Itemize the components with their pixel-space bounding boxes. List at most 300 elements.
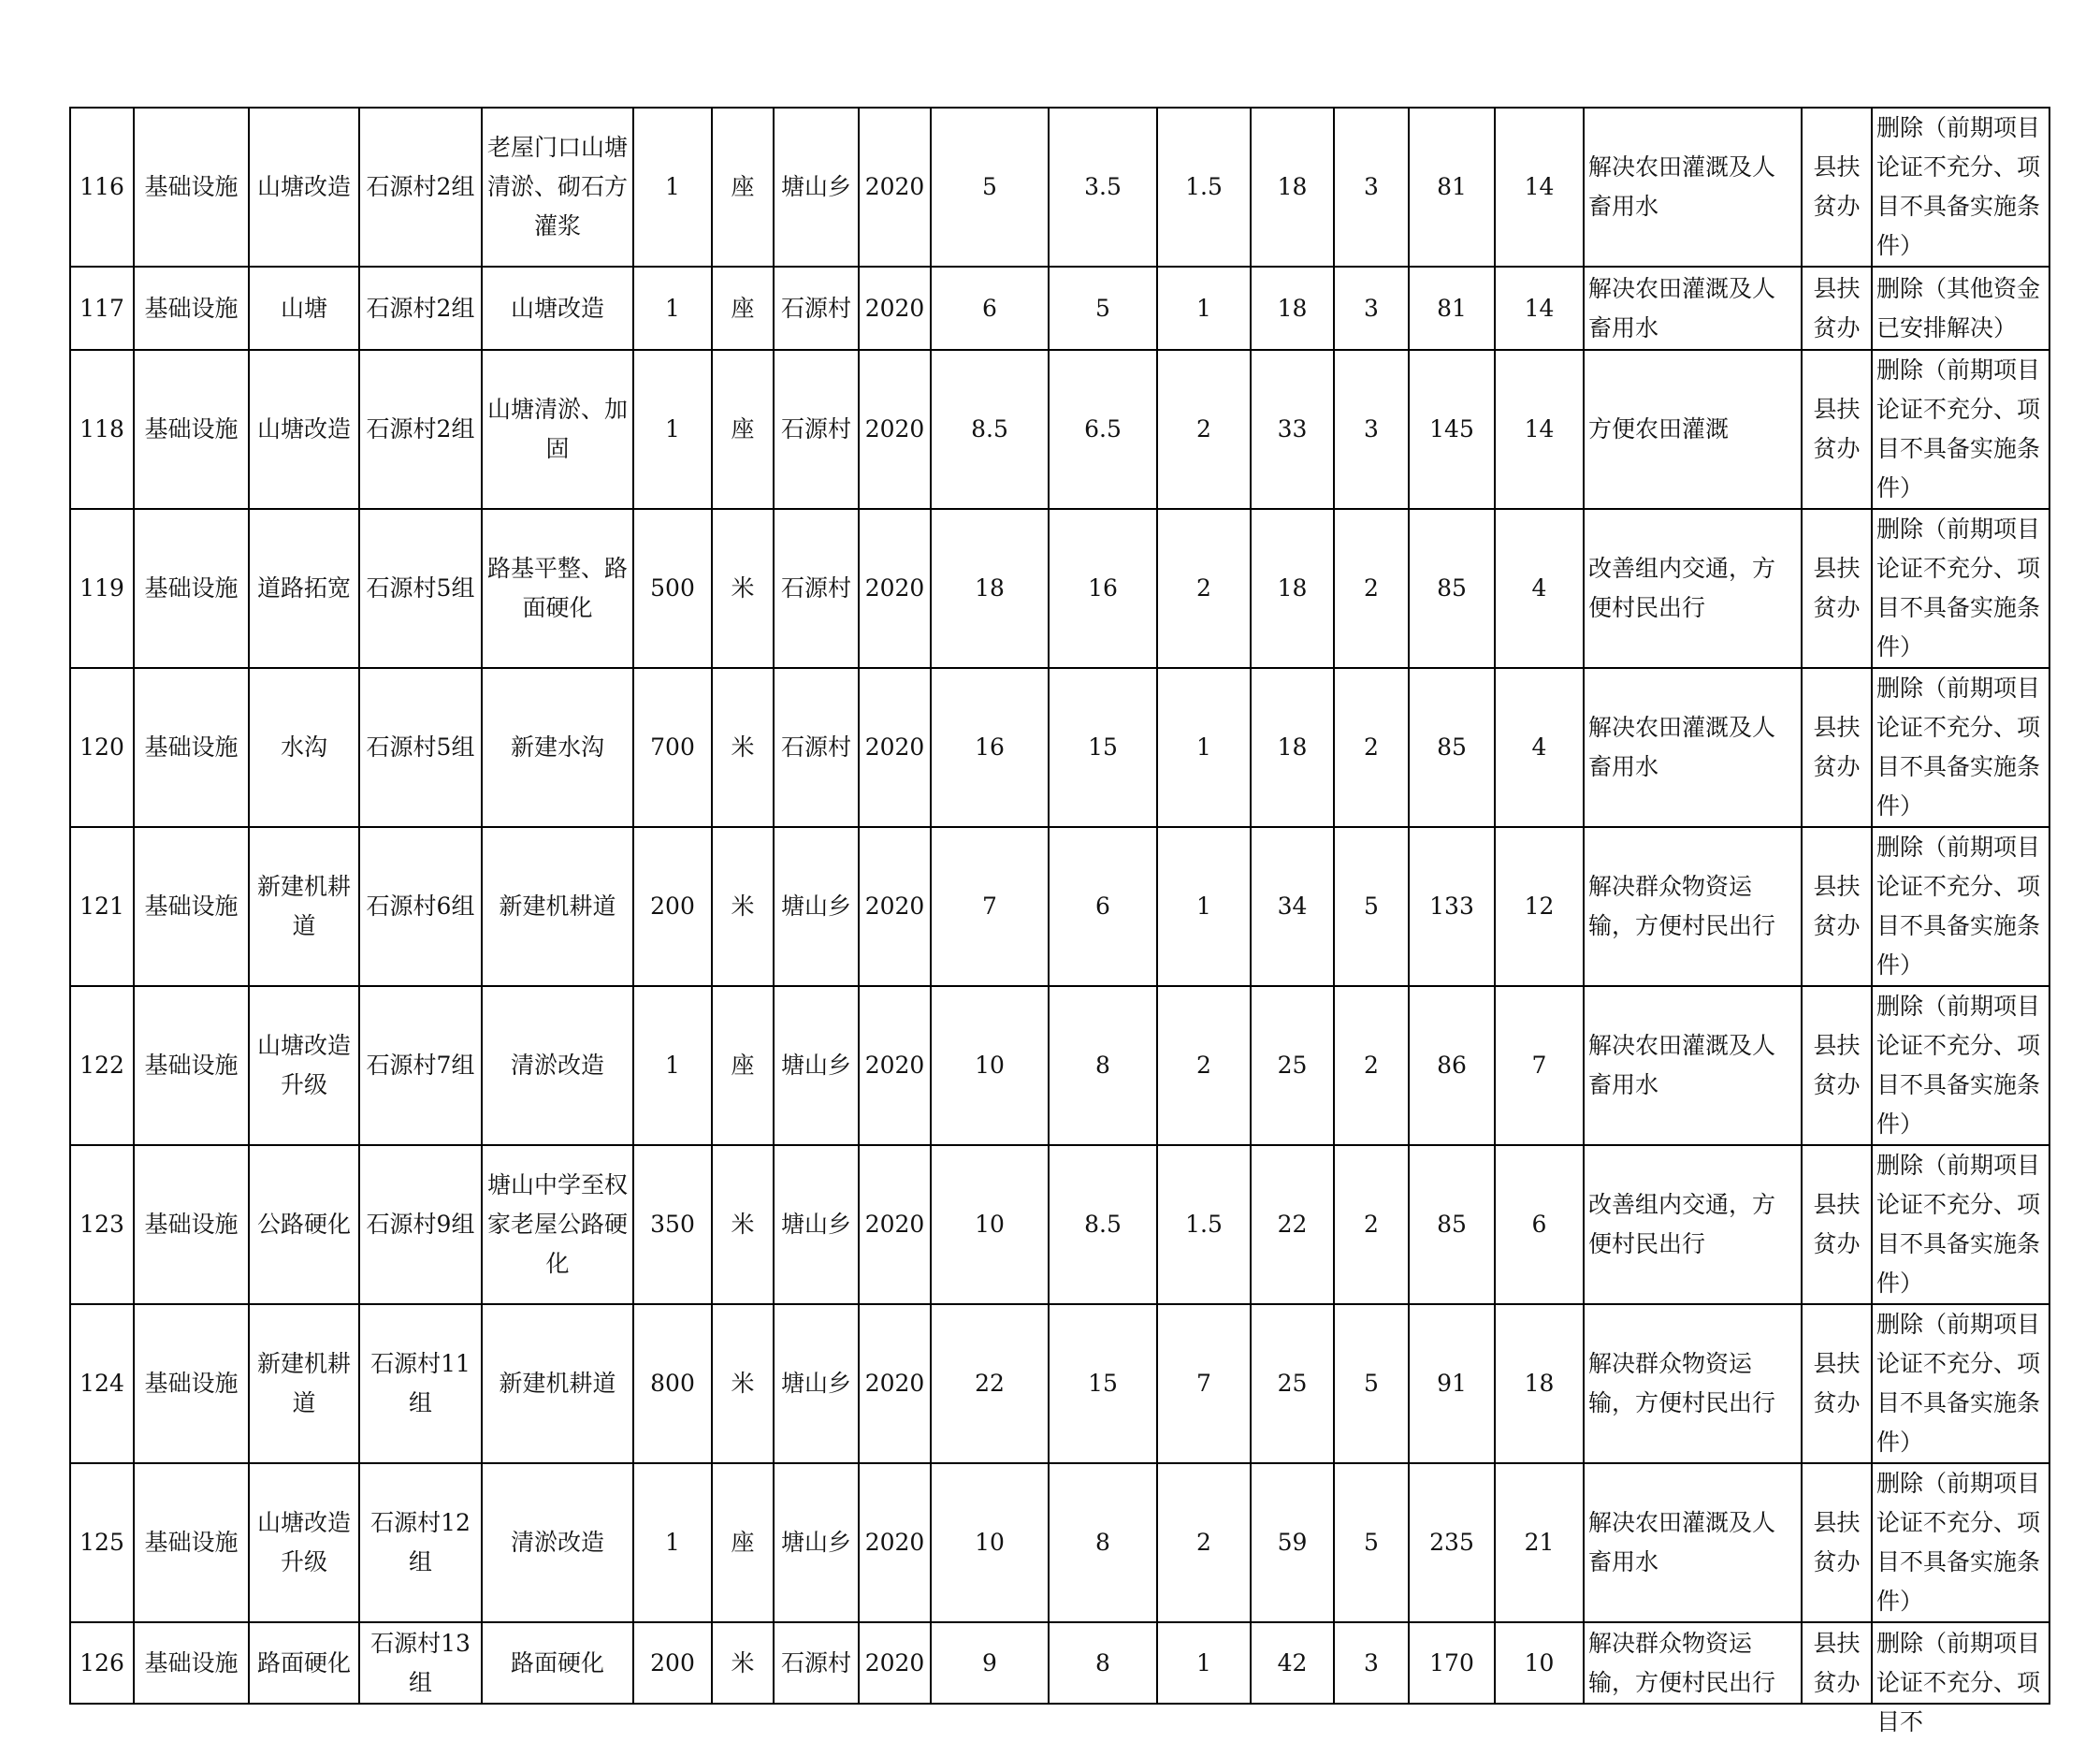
- count-4-cell-text: 12: [1524, 893, 1555, 920]
- count-4-cell: [1495, 1622, 1584, 1704]
- location-cell: [359, 827, 482, 986]
- department-cell-text: 县扶贫办: [1813, 396, 1861, 462]
- total-fund-cell-text: 10: [975, 1529, 1005, 1556]
- count-1-cell-text: 18: [1277, 173, 1308, 200]
- unit-cell-text: 座: [731, 173, 755, 200]
- count-4-cell: [1495, 267, 1584, 350]
- site-cell-text: 塘山乡: [780, 1370, 851, 1397]
- year-cell-text: 2020: [864, 733, 925, 761]
- benefit-cell-text: 方便农田灌溉: [1588, 415, 1730, 443]
- site-cell-text: 石源村: [780, 574, 851, 602]
- project-type-cell-text: 山塘改造: [256, 415, 351, 443]
- year-cell-text: 2020: [864, 1648, 925, 1677]
- fund-a-cell-text: 8: [1095, 1529, 1110, 1556]
- count-1-cell: [1251, 1304, 1334, 1463]
- project-type-cell-text: 公路硬化: [256, 1211, 351, 1238]
- unit-cell-text: 米: [731, 574, 755, 602]
- quantity-cell: [633, 1145, 712, 1304]
- project-type-cell: [249, 1145, 359, 1304]
- site-cell: [774, 1304, 859, 1463]
- count-2-cell-text: 3: [1364, 415, 1379, 443]
- count-2-cell-text: 5: [1364, 1529, 1379, 1556]
- benefit-cell-text: 解决群众物资运输，方便村民出行: [1588, 1629, 1776, 1696]
- location-cell-text: 石源村5组: [366, 574, 475, 602]
- total-fund-cell-text: 7: [982, 893, 997, 920]
- remark-cell-text: 删除（前期项目论证不充分、项目不具备实施条件）: [1876, 1311, 2041, 1456]
- count-4-cell: [1495, 827, 1584, 986]
- count-2-cell-text: 3: [1364, 1648, 1379, 1677]
- row-number: [70, 1304, 134, 1463]
- count-2-cell-text: 2: [1364, 574, 1379, 602]
- unit-cell-text: 座: [731, 294, 755, 322]
- site-cell: [774, 827, 859, 986]
- project-type-cell-text: 山塘改造: [256, 173, 351, 200]
- fund-b-cell-text: 1: [1196, 294, 1211, 322]
- row-number: [70, 350, 134, 509]
- count-1-cell-text: 25: [1277, 1052, 1308, 1079]
- site-cell-text: 塘山乡: [780, 173, 851, 200]
- total-fund-cell: [931, 986, 1049, 1145]
- remark-cell: [1872, 267, 2049, 350]
- count-1-cell-text: 22: [1277, 1211, 1308, 1238]
- category-cell-text: 基础设施: [144, 294, 239, 322]
- department-cell-text: 县扶贫办: [1813, 714, 1861, 780]
- unit-cell: [712, 509, 774, 668]
- count-1-cell: [1251, 267, 1334, 350]
- count-4-cell: [1495, 1145, 1584, 1304]
- category-cell-text: 基础设施: [144, 733, 239, 761]
- content-cell-text: 山塘改造: [510, 294, 604, 322]
- table-row: [70, 509, 2049, 668]
- year-cell: [859, 108, 931, 267]
- count-1-cell: [1251, 986, 1334, 1145]
- table-row: [70, 1463, 2049, 1622]
- count-3-cell-text: 170: [1429, 1648, 1474, 1677]
- count-2-cell: [1334, 1304, 1409, 1463]
- project-type-cell-text: 山塘改造升级: [256, 1509, 351, 1575]
- total-fund-cell-text: 18: [975, 574, 1005, 602]
- department-cell: [1802, 350, 1872, 509]
- count-1-cell-text: 18: [1277, 574, 1308, 602]
- benefit-cell-text: 解决农田灌溉及人畜用水: [1588, 714, 1776, 780]
- category-cell-text: 基础设施: [144, 415, 239, 443]
- benefit-cell-text: 解决群众物资运输，方便村民出行: [1588, 1350, 1776, 1416]
- total-fund-cell: [931, 1145, 1049, 1304]
- unit-cell: [712, 108, 774, 267]
- fund-a-cell-text: 15: [1088, 1370, 1118, 1397]
- content-cell: [482, 1304, 633, 1463]
- content-cell-text: 路基平整、路面硬化: [486, 555, 628, 621]
- remark-cell-text: 删除（前期项目论证不充分、项目不具备实施条件）: [1876, 356, 2041, 501]
- fund-a-cell-text: 8: [1095, 1648, 1110, 1677]
- site-cell: [774, 668, 859, 827]
- location-cell: [359, 1145, 482, 1304]
- fund-a-cell-text: 8.5: [1084, 1211, 1122, 1238]
- quantity-cell-text: 200: [650, 893, 695, 920]
- count-2-cell: [1334, 509, 1409, 668]
- unit-cell: [712, 1463, 774, 1622]
- benefit-cell: [1584, 1463, 1802, 1622]
- site-cell: [774, 986, 859, 1145]
- remark-cell-text: 删除（前期项目论证不充分、项目不具备实施条件）: [1876, 1470, 2041, 1615]
- quantity-cell-text: 350: [650, 1211, 695, 1238]
- site-cell: [774, 267, 859, 350]
- count-3-cell-text: 235: [1429, 1529, 1474, 1556]
- unit-cell: [712, 668, 774, 827]
- content-cell: [482, 350, 633, 509]
- count-4-cell-text: 21: [1524, 1529, 1555, 1556]
- benefit-cell-text: 解决农田灌溉及人畜用水: [1588, 153, 1776, 220]
- row-number-text: 117: [80, 294, 124, 322]
- department-cell-text: 县扶贫办: [1813, 1350, 1861, 1416]
- fund-b-cell: [1157, 1463, 1251, 1622]
- category-cell: [134, 1463, 249, 1622]
- department-cell: [1802, 108, 1872, 267]
- site-cell: [774, 1622, 859, 1704]
- benefit-cell: [1584, 986, 1802, 1145]
- benefit-cell-text: 改善组内交通，方便村民出行: [1588, 555, 1776, 621]
- count-4-cell-text: 14: [1524, 294, 1555, 322]
- fund-b-cell-text: 1: [1196, 733, 1211, 761]
- count-2-cell: [1334, 267, 1409, 350]
- content-cell: [482, 827, 633, 986]
- count-1-cell: [1251, 827, 1334, 986]
- quantity-cell-text: 200: [650, 1648, 695, 1677]
- category-cell-text: 基础设施: [144, 574, 239, 602]
- count-3-cell: [1409, 509, 1495, 668]
- fund-a-cell: [1049, 350, 1157, 509]
- count-2-cell-text: 2: [1364, 733, 1379, 761]
- year-cell: [859, 267, 931, 350]
- fund-b-cell: [1157, 267, 1251, 350]
- fund-b-cell-text: 2: [1196, 1529, 1211, 1556]
- row-number-text: 120: [80, 733, 124, 761]
- fund-a-cell: [1049, 1463, 1157, 1622]
- row-number: [70, 1463, 134, 1622]
- category-cell: [134, 668, 249, 827]
- count-2-cell-text: 2: [1364, 1211, 1379, 1238]
- quantity-cell: [633, 267, 712, 350]
- count-1-cell: [1251, 668, 1334, 827]
- fund-a-cell-text: 15: [1088, 733, 1118, 761]
- unit-cell-text: 米: [731, 1211, 755, 1238]
- site-cell-text: 石源村: [780, 294, 851, 322]
- unit-cell: [712, 1622, 774, 1704]
- site-cell-text: 塘山乡: [780, 1052, 851, 1079]
- count-3-cell-text: 133: [1429, 893, 1474, 920]
- department-cell: [1802, 668, 1872, 827]
- location-cell: [359, 1622, 482, 1704]
- fund-b-cell-text: 2: [1196, 574, 1211, 602]
- fund-b-cell: [1157, 1145, 1251, 1304]
- site-cell: [774, 1145, 859, 1304]
- table-body: [70, 108, 2049, 1735]
- unit-cell-text: 座: [731, 415, 755, 443]
- benefit-cell: [1584, 267, 1802, 350]
- row-number: [70, 267, 134, 350]
- count-2-cell-text: 5: [1364, 893, 1379, 920]
- count-1-cell-text: 18: [1277, 733, 1308, 761]
- year-cell-text: 2020: [864, 574, 925, 602]
- department-cell-text: 县扶贫办: [1813, 274, 1861, 341]
- quantity-cell: [633, 1304, 712, 1463]
- row-number: [70, 1622, 134, 1704]
- unit-cell-text: 米: [731, 893, 755, 920]
- remark-cell: [1872, 1622, 2049, 1735]
- fund-b-cell-text: 1: [1196, 1648, 1211, 1677]
- fund-a-cell-text: 5: [1095, 294, 1110, 322]
- site-cell-text: 塘山乡: [780, 893, 851, 920]
- location-cell-text: 石源村9组: [366, 1211, 475, 1238]
- count-3-cell: [1409, 827, 1495, 986]
- quantity-cell-text: 1: [665, 173, 680, 200]
- remark-cell-text: 删除（前期项目论证不充分、项目不具备实施条件）: [1876, 834, 2041, 979]
- count-3-cell-text: 145: [1429, 415, 1474, 443]
- count-4-cell-text: 4: [1531, 574, 1547, 602]
- fund-a-cell-text: 16: [1088, 574, 1118, 602]
- department-cell: [1802, 1145, 1872, 1304]
- count-1-cell: [1251, 1463, 1334, 1622]
- quantity-cell: [633, 1463, 712, 1622]
- content-cell-text: 新建机耕道: [499, 893, 616, 920]
- total-fund-cell-text: 5: [982, 173, 997, 200]
- unit-cell: [712, 1304, 774, 1463]
- site-cell-text: 石源村: [780, 733, 851, 761]
- unit-cell: [712, 827, 774, 986]
- project-type-cell: [249, 350, 359, 509]
- year-cell: [859, 1304, 931, 1463]
- unit-cell-text: 座: [731, 1529, 755, 1556]
- fund-b-cell-text: 1: [1196, 893, 1211, 920]
- project-type-cell-text: 山塘改造升级: [256, 1032, 351, 1098]
- count-1-cell: [1251, 1622, 1334, 1704]
- count-1-cell: [1251, 350, 1334, 509]
- remark-cell: [1872, 350, 2049, 509]
- count-4-cell-text: 10: [1524, 1648, 1555, 1677]
- content-cell-text: 清淤改造: [510, 1529, 604, 1556]
- location-cell: [359, 267, 482, 350]
- count-3-cell: [1409, 1304, 1495, 1463]
- total-fund-cell-text: 10: [975, 1052, 1005, 1079]
- benefit-cell-text: 改善组内交通，方便村民出行: [1588, 1191, 1776, 1257]
- year-cell: [859, 668, 931, 827]
- category-cell-text: 基础设施: [144, 1648, 239, 1677]
- fund-b-cell: [1157, 509, 1251, 668]
- location-cell-text: 石源村7组: [366, 1052, 475, 1079]
- count-1-cell-text: 18: [1277, 294, 1308, 322]
- unit-cell: [712, 350, 774, 509]
- quantity-cell: [633, 108, 712, 267]
- category-cell-text: 基础设施: [144, 1211, 239, 1238]
- count-2-cell-text: 5: [1364, 1370, 1379, 1397]
- row-number-text: 124: [80, 1370, 124, 1397]
- site-cell-text: 塘山乡: [780, 1211, 851, 1238]
- department-cell-text: 县扶贫办: [1813, 1032, 1861, 1098]
- remark-cell: [1872, 1463, 2049, 1622]
- location-cell: [359, 1463, 482, 1622]
- content-cell-text: 新建水沟: [510, 733, 604, 761]
- quantity-cell-text: 1: [665, 415, 680, 443]
- quantity-cell: [633, 350, 712, 509]
- table-row: [70, 986, 2049, 1145]
- count-3-cell: [1409, 986, 1495, 1145]
- count-2-cell: [1334, 1463, 1409, 1622]
- count-2-cell: [1334, 827, 1409, 986]
- category-cell: [134, 1304, 249, 1463]
- count-2-cell: [1334, 986, 1409, 1145]
- count-1-cell: [1251, 509, 1334, 668]
- unit-cell-text: 座: [731, 1052, 755, 1079]
- fund-b-cell: [1157, 1304, 1251, 1463]
- total-fund-cell: [931, 350, 1049, 509]
- count-4-cell: [1495, 350, 1584, 509]
- unit-cell: [712, 267, 774, 350]
- remark-cell: [1872, 668, 2049, 827]
- row-number-text: 119: [80, 574, 124, 602]
- count-3-cell-text: 85: [1437, 1211, 1467, 1238]
- location-cell-text: 石源村2组: [366, 294, 475, 322]
- total-fund-cell-text: 6: [982, 294, 997, 322]
- count-2-cell: [1334, 1622, 1409, 1704]
- benefit-cell-text: 解决农田灌溉及人畜用水: [1588, 1509, 1776, 1575]
- table-row: [70, 108, 2049, 267]
- department-cell-text: 县扶贫办: [1813, 1629, 1861, 1696]
- benefit-cell: [1584, 1622, 1802, 1704]
- count-3-cell: [1409, 1463, 1495, 1622]
- category-cell-text: 基础设施: [144, 893, 239, 920]
- site-cell-text: 石源村: [780, 1648, 851, 1677]
- content-cell-text: 清淤改造: [510, 1052, 604, 1079]
- count-3-cell-text: 81: [1437, 294, 1467, 322]
- category-cell: [134, 1622, 249, 1704]
- location-cell: [359, 350, 482, 509]
- unit-cell: [712, 1145, 774, 1304]
- category-cell-text: 基础设施: [144, 1529, 239, 1556]
- content-cell: [482, 509, 633, 668]
- table-row: [70, 267, 2049, 350]
- location-cell: [359, 1304, 482, 1463]
- count-2-cell: [1334, 1145, 1409, 1304]
- benefit-cell-text: 解决群众物资运输，方便村民出行: [1588, 873, 1776, 939]
- count-2-cell-text: 3: [1364, 294, 1379, 322]
- category-cell: [134, 1145, 249, 1304]
- quantity-cell-text: 1: [665, 294, 680, 322]
- department-cell: [1802, 1622, 1872, 1704]
- year-cell: [859, 350, 931, 509]
- count-4-cell: [1495, 1463, 1584, 1622]
- count-2-cell-text: 3: [1364, 173, 1379, 200]
- site-cell: [774, 509, 859, 668]
- count-3-cell: [1409, 1145, 1495, 1304]
- project-type-cell: [249, 267, 359, 350]
- project-table: [69, 107, 2050, 1735]
- site-cell: [774, 350, 859, 509]
- year-cell: [859, 509, 931, 668]
- content-cell: [482, 267, 633, 350]
- fund-a-cell: [1049, 267, 1157, 350]
- year-cell: [859, 1463, 931, 1622]
- count-3-cell-text: 85: [1437, 574, 1467, 602]
- total-fund-cell: [931, 827, 1049, 986]
- total-fund-cell: [931, 1622, 1049, 1704]
- count-4-cell-text: 6: [1531, 1211, 1547, 1238]
- table-row: [70, 350, 2049, 509]
- count-1-cell-text: 33: [1277, 415, 1308, 443]
- year-cell: [859, 1145, 931, 1304]
- row-number-text: 125: [80, 1529, 124, 1556]
- unit-cell-text: 米: [731, 1370, 755, 1397]
- fund-a-cell: [1049, 986, 1157, 1145]
- quantity-cell: [633, 509, 712, 668]
- count-1-cell: [1251, 108, 1334, 267]
- unit-cell: [712, 986, 774, 1145]
- count-4-cell-text: 7: [1531, 1052, 1547, 1079]
- fund-b-cell-text: 2: [1196, 415, 1211, 443]
- remark-cell-text: 删除（前期项目论证不充分、项目不具备实施条件）: [1876, 515, 2041, 661]
- department-cell: [1802, 827, 1872, 986]
- location-cell-text: 石源村13组: [370, 1629, 471, 1696]
- department-cell: [1802, 986, 1872, 1145]
- count-2-cell-text: 2: [1364, 1052, 1379, 1079]
- row-number-text: 116: [80, 173, 124, 200]
- quantity-cell: [633, 668, 712, 827]
- location-cell-text: 石源村11组: [370, 1350, 471, 1416]
- benefit-cell: [1584, 108, 1802, 267]
- year-cell-text: 2020: [864, 294, 925, 322]
- content-cell-text: 山塘清淤、加固: [486, 396, 628, 462]
- year-cell-text: 2020: [864, 1052, 925, 1079]
- benefit-cell-text: 解决农田灌溉及人畜用水: [1588, 1032, 1776, 1098]
- table-row: [70, 827, 2049, 986]
- fund-b-cell: [1157, 350, 1251, 509]
- category-cell: [134, 108, 249, 267]
- content-cell-text: 老屋门口山塘清淤、砌石方灌浆: [486, 134, 628, 240]
- fund-a-cell-text: 6.5: [1084, 415, 1122, 443]
- quantity-cell-text: 800: [650, 1370, 695, 1397]
- location-cell-text: 石源村2组: [366, 173, 475, 200]
- count-3-cell: [1409, 267, 1495, 350]
- year-cell: [859, 1622, 931, 1704]
- count-1-cell: [1251, 1145, 1334, 1304]
- fund-a-cell: [1049, 1622, 1157, 1704]
- fund-b-cell: [1157, 986, 1251, 1145]
- remark-cell-text: 删除（前期项目论证不充分、项目不具备实施条件）: [1876, 114, 2041, 259]
- benefit-cell: [1584, 509, 1802, 668]
- fund-a-cell: [1049, 509, 1157, 668]
- project-type-cell: [249, 1304, 359, 1463]
- department-cell-text: 县扶贫办: [1813, 873, 1861, 939]
- department-cell-text: 县扶贫办: [1813, 1509, 1861, 1575]
- remark-cell-text: 删除（其他资金已安排解决）: [1876, 274, 2041, 341]
- department-cell: [1802, 267, 1872, 350]
- fund-a-cell-text: 8: [1095, 1052, 1110, 1079]
- quantity-cell-text: 700: [650, 733, 695, 761]
- remark-cell: [1872, 827, 2049, 986]
- count-1-cell-text: 34: [1277, 893, 1308, 920]
- count-4-cell: [1495, 986, 1584, 1145]
- count-1-cell-text: 42: [1277, 1648, 1308, 1677]
- remark-cell: [1872, 108, 2049, 267]
- fund-a-cell-text: 6: [1095, 893, 1110, 920]
- count-1-cell-text: 59: [1277, 1529, 1308, 1556]
- count-2-cell: [1334, 668, 1409, 827]
- total-fund-cell: [931, 1463, 1049, 1622]
- fund-b-cell: [1157, 827, 1251, 986]
- category-cell-text: 基础设施: [144, 1370, 239, 1397]
- row-number: [70, 108, 134, 267]
- benefit-cell-text: 解决农田灌溉及人畜用水: [1588, 274, 1776, 341]
- project-type-cell-text: 山塘: [280, 294, 327, 322]
